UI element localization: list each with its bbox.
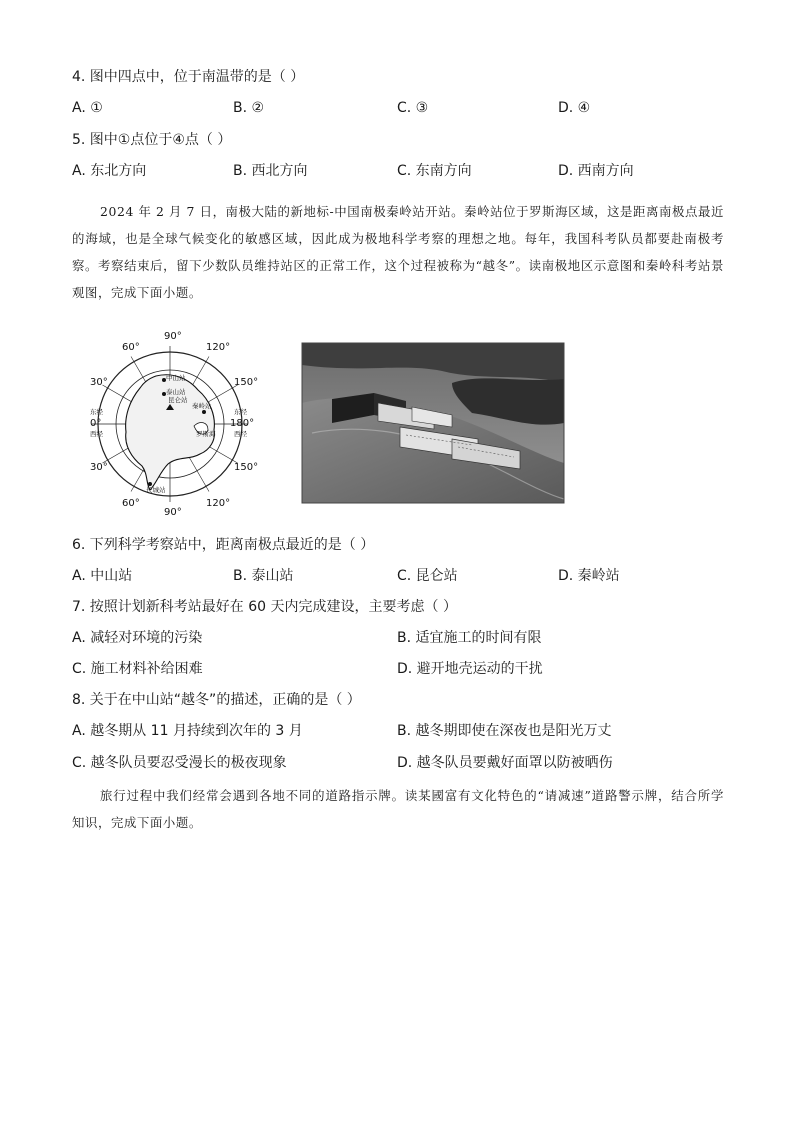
- q4-option-a[interactable]: A. ①: [72, 100, 103, 116]
- lon-label-west-right: 西经: [234, 430, 247, 438]
- passage-antarctic-text: 2024 年 2 月 7 日，南极大陆的新地标-中国南极秦岭站开站。秦岭站位于罗斯海区域，这是距离南极点最近的海域，也是全球气候变化的敏感区域，因此成为极地科学考察的理想之地。每年，我国科考队员都要赴南极考察。考察结束后，留下少数队员维持站区的正常工作，这个过程被称为“越冬”。读南极地区示意图和秦岭科考站景观图，完成下面小题。: [72, 204, 724, 300]
- antarctic-polar-map: [90, 330, 259, 518]
- question-6-stem: 6. 下列科学考察站中，距离南极点最近的是（ ）: [72, 537, 375, 553]
- lon-label-150-r: 150°: [234, 377, 259, 388]
- q5-option-d[interactable]: D. 西南方向: [558, 163, 634, 179]
- lon-label-bottom: 90°: [164, 507, 182, 518]
- passage-road-sign-text: 旅行过程中我们经常会遇到各地不同的道路指示牌。读某國富有文化特色的“请减速”道路警示牌，结合所学知识，完成下面小题。: [72, 788, 724, 830]
- q7-option-d[interactable]: D. 避开地壳运动的干扰: [397, 661, 543, 677]
- question-4-stem: 4. 图中四点中，位于南温带的是（ ）: [72, 69, 305, 85]
- q7-option-c[interactable]: C. 施工材料补给困难: [72, 661, 203, 677]
- question-5-stem: 5. 图中①点位于④点（ ）: [72, 132, 232, 148]
- station-label-zhongshan: 中山站: [166, 374, 186, 382]
- q4-option-d[interactable]: D. ④: [558, 100, 591, 116]
- lon-label-180: 180°: [230, 418, 255, 429]
- lon-label-east-left: 东经: [90, 408, 103, 416]
- station-label-kunlun: 昆仑站: [168, 396, 188, 404]
- lon-label-60-bl: 60°: [122, 498, 140, 509]
- q5-option-c[interactable]: C. 东南方向: [397, 163, 472, 179]
- lon-label-30-bl: 30°: [90, 462, 108, 473]
- station-label-taishan: 泰山站: [166, 388, 186, 396]
- lon-label-0: 0°: [90, 418, 102, 429]
- q6-option-a[interactable]: A. 中山站: [72, 568, 133, 584]
- lon-label-east-right: 东经: [234, 408, 247, 416]
- q7-option-a[interactable]: A. 减轻对环境的污染: [72, 630, 203, 646]
- q6-option-d[interactable]: D. 秦岭站: [558, 568, 620, 584]
- q4-option-c[interactable]: C. ③: [397, 100, 429, 116]
- lon-label-150-br: 150°: [234, 462, 259, 473]
- lon-label-30-l: 30°: [90, 377, 108, 388]
- question-8-stem: 8. 关于在中山站“越冬”的描述，正确的是（ ）: [72, 692, 361, 708]
- station-label-changcheng: 长城站: [146, 486, 166, 494]
- passage-road-sign: [72, 782, 724, 836]
- station-label-ross-sea: 罗斯海: [196, 430, 216, 438]
- lon-label-120-tr: 120°: [206, 342, 231, 353]
- q8-option-b[interactable]: B. 越冬期即使在深夜也是阳光万丈: [397, 723, 612, 739]
- station-label-qinling: 秦岭站: [192, 402, 212, 410]
- q6-option-b[interactable]: B. 泰山站: [233, 568, 294, 584]
- lon-label-top: 90°: [164, 331, 182, 342]
- question-7-stem: 7. 按照计划新科考站最好在 60 天内完成建设，主要考虑（ ）: [72, 599, 457, 615]
- q8-option-c[interactable]: C. 越冬队员要忍受漫长的极夜现象: [72, 755, 287, 771]
- lon-label-60-tl: 60°: [122, 342, 140, 353]
- q4-option-b[interactable]: B. ②: [233, 100, 265, 116]
- q5-option-b[interactable]: B. 西北方向: [233, 163, 308, 179]
- q7-option-b[interactable]: B. 适宜施工的时间有限: [397, 630, 542, 646]
- passage-antarctic: [72, 198, 724, 306]
- q5-option-a[interactable]: A. 东北方向: [72, 163, 147, 179]
- qinling-station-photo: [302, 343, 564, 503]
- q8-option-d[interactable]: D. 越冬队员要戴好面罩以防被晒伤: [397, 755, 613, 771]
- lon-label-west-left: 西经: [90, 430, 103, 438]
- lon-label-120-br: 120°: [206, 498, 231, 509]
- q6-option-c[interactable]: C. 昆仑站: [397, 568, 458, 584]
- q8-option-a[interactable]: A. 越冬期从 11 月持续到次年的 3 月: [72, 723, 303, 739]
- qinling-station-marker: [202, 410, 206, 414]
